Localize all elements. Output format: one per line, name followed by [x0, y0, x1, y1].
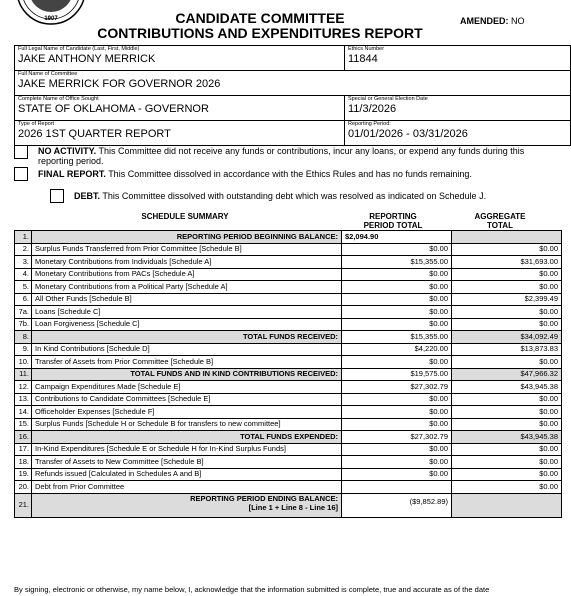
- row-label-text: Campaign Expenditures Made [Schedule E]: [35, 381, 181, 391]
- row-number: 16.: [15, 431, 32, 444]
- aggregate-total-value: $0.00: [452, 481, 562, 494]
- row-label: [32, 293, 342, 306]
- period-total-value: ($9,852.89): [342, 493, 452, 517]
- debt-checkbox[interactable]: [50, 189, 64, 203]
- office-cell: [15, 96, 345, 121]
- aggregate-total-value: $0.00: [452, 443, 562, 456]
- aggregate-total-value: $43,945.38: [452, 431, 562, 444]
- row-number: 6.: [15, 293, 32, 306]
- summary-row: [15, 368, 562, 381]
- period-total-value: $0.00: [342, 468, 452, 481]
- aggregate-total-value: $34,092.49: [452, 331, 562, 344]
- aggregate-total-value: $31,693.00: [452, 256, 562, 269]
- candidate-name-value: JAKE ANTHONY MERRICK: [18, 53, 156, 65]
- row-label: [32, 456, 342, 469]
- period-total-value: $19,575.00: [342, 368, 452, 381]
- final-report-checkbox[interactable]: [14, 167, 28, 181]
- aggregate-total-value: $43,945.38: [452, 381, 562, 394]
- aggregate-total-value: $2,399.49: [452, 293, 562, 306]
- aggregate-total-value: $0.00: [452, 281, 562, 294]
- row-label-text: TOTAL FUNDS AND IN KIND CONTRIBUTIONS RECEIVED:: [130, 369, 338, 379]
- row-label: [32, 468, 342, 481]
- summary-row: [15, 493, 562, 517]
- election-date-label: Special or General Election Date: [348, 96, 428, 102]
- aggregate-total-value: $0.00: [452, 318, 562, 331]
- row-label: [32, 268, 342, 281]
- report-title-line2: CONTRIBUTIONS AND EXPENDITURES REPORT: [97, 25, 423, 41]
- seal-year: 1907: [44, 16, 58, 22]
- period-total-value: [342, 481, 452, 494]
- row-label-text: TOTAL FUNDS EXPENDED:: [240, 431, 338, 441]
- period-total-value: $0.00: [342, 268, 452, 281]
- schedule-summary-table: [14, 230, 562, 518]
- row-label: [32, 481, 342, 494]
- reporting-period-cell: [345, 121, 571, 146]
- aggregate-total-value: $0.00: [452, 418, 562, 431]
- row-label: [32, 406, 342, 419]
- period-total-value: $0.00: [342, 393, 452, 406]
- amended-status: [460, 16, 525, 26]
- row-label: [32, 431, 342, 444]
- row-label-text: Contributions to Candidate Committees [Schedule E]: [35, 394, 211, 404]
- row-label-text: Debt from Prior Committee: [35, 481, 125, 491]
- row-number: 12.: [15, 381, 32, 394]
- row-number: 14.: [15, 406, 32, 419]
- row-label: [32, 343, 342, 356]
- no-activity-text2: reporting period.: [38, 156, 104, 166]
- summary-row: [15, 418, 562, 431]
- row-label: [32, 281, 342, 294]
- candidate-name-label: Full Legal Name of Candidate (Last, First, Middle): [18, 46, 140, 52]
- summary-row: [15, 231, 562, 244]
- row-label-text: Loan Forgiveness [Schedule C]: [35, 319, 140, 329]
- row-label-text: TOTAL FUNDS RECEIVED:: [242, 331, 338, 341]
- summary-row: [15, 356, 562, 369]
- row-label-text: In Kind Contributions [Schedule D]: [35, 344, 150, 354]
- row-label: [32, 493, 342, 517]
- no-activity-notice: [38, 146, 563, 166]
- aggregate-total-header-line2: TOTAL: [487, 221, 513, 230]
- period-total-value: $0.00: [342, 243, 452, 256]
- period-total-value: $0.00: [342, 318, 452, 331]
- report-type-value: 2026 1ST QUARTER REPORT: [18, 128, 171, 140]
- period-total-value: $0.00: [342, 281, 452, 294]
- period-total-value: $0.00: [342, 418, 452, 431]
- office-label: Complete Name of Office Sought: [18, 96, 99, 102]
- summary-row: [15, 456, 562, 469]
- row-number: 13.: [15, 393, 32, 406]
- aggregate-total-value: [452, 231, 562, 244]
- committee-name-label: Full Name of Committee: [18, 71, 78, 77]
- row-label-text: Transfer of Assets to New Committee [Schedule B]: [35, 456, 204, 466]
- final-report-bold: FINAL REPORT.: [38, 169, 106, 179]
- row-label-text: Officeholder Expenses [Schedule F]: [35, 406, 155, 416]
- summary-row: [15, 281, 562, 294]
- period-total-value: $0.00: [342, 406, 452, 419]
- row-label-text: Monetary Contributions from a Political Party [Schedule A]: [35, 281, 228, 291]
- summary-row: [15, 443, 562, 456]
- summary-row: [15, 481, 562, 494]
- aggregate-total-value: $0.00: [452, 456, 562, 469]
- aggregate-total-value: $0.00: [452, 243, 562, 256]
- final-report-text: This Committee dissolved in accordance with the Ethics Rules and has no funds remaining.: [108, 169, 472, 179]
- debt-notice: [74, 191, 569, 201]
- ethics-number-label: Ethics Number: [348, 46, 385, 52]
- period-total-value: $27,302.79: [342, 431, 452, 444]
- row-label-text: Monetary Contributions from PACs [Schedule A]: [35, 269, 195, 279]
- ethics-number-value: 11844: [348, 53, 378, 65]
- row-label: [32, 356, 342, 369]
- row-number: 2.: [15, 243, 32, 256]
- row-number: 7b.: [15, 318, 32, 331]
- report-title-line1: CANDIDATE COMMITTEE: [175, 10, 345, 26]
- row-number: 18.: [15, 456, 32, 469]
- row-label-text: Surplus Funds Transferred from Prior Committee [Schedule B]: [35, 244, 242, 254]
- period-total-value: $2,094.90: [342, 231, 452, 244]
- summary-row: [15, 343, 562, 356]
- summary-row: [15, 318, 562, 331]
- row-label: [32, 318, 342, 331]
- no-activity-text: This Committee did not receive any funds or contributions, incur any loans, or expend any funds during this: [98, 146, 525, 156]
- row-label-formula: [Line 1 + Line 8 - Line 16]: [248, 502, 338, 512]
- row-label: [32, 231, 342, 244]
- aggregate-total-value: [452, 493, 562, 517]
- election-date-value: 11/3/2026: [348, 103, 397, 115]
- row-number: 19.: [15, 468, 32, 481]
- summary-row: [15, 431, 562, 444]
- period-total-value: $0.00: [342, 293, 452, 306]
- row-number: 4.: [15, 268, 32, 281]
- period-total-value: $27,302.79: [342, 381, 452, 394]
- row-label-text: Transfer of Assets from Prior Committee [Schedule B]: [35, 356, 214, 366]
- row-number: 7a.: [15, 306, 32, 319]
- period-total-value: $0.00: [342, 356, 452, 369]
- period-total-header-line1: REPORTING: [369, 212, 417, 221]
- row-number: 1.: [15, 231, 32, 244]
- aggregate-total-value: $0.00: [452, 393, 562, 406]
- row-label-text: All Other Funds [Schedule B]: [35, 294, 132, 304]
- ethics-number-cell: [345, 46, 571, 71]
- period-total-header: [338, 212, 448, 230]
- aggregate-total-value: $0.00: [452, 356, 562, 369]
- row-label-text: REPORTING PERIOD ENDING BALANCE:: [190, 493, 338, 503]
- period-total-value: $15,355.00: [342, 331, 452, 344]
- row-label: [32, 243, 342, 256]
- row-number: 21.: [15, 493, 32, 517]
- period-total-value: $0.00: [342, 443, 452, 456]
- row-number: 20.: [15, 481, 32, 494]
- row-label: [32, 306, 342, 319]
- aggregate-total-value: $0.00: [452, 306, 562, 319]
- aggregate-total-value: $0.00: [452, 468, 562, 481]
- reporting-period-value: 01/01/2026 - 03/31/2026: [348, 128, 468, 140]
- report-type-cell: [15, 121, 345, 146]
- row-label-text: In-Kind Expenditures [Schedule E or Schedule H for In-Kind Surplus Funds]: [35, 444, 286, 454]
- summary-row: [15, 468, 562, 481]
- row-number: 17.: [15, 443, 32, 456]
- debt-text: This Committee dissolved with outstanding debt which was resolved as indicated on Schedule J.: [102, 191, 487, 201]
- aggregate-total-value: $47,966.32: [452, 368, 562, 381]
- row-number: 10.: [15, 356, 32, 369]
- report-info-table: [14, 45, 571, 146]
- no-activity-checkbox[interactable]: [14, 145, 28, 159]
- amended-label: AMENDED:: [460, 16, 509, 26]
- row-number: 15.: [15, 418, 32, 431]
- row-label-text: Loans [Schedule C]: [35, 306, 101, 316]
- summary-row: [15, 256, 562, 269]
- row-number: 3.: [15, 256, 32, 269]
- election-date-cell: [345, 96, 571, 121]
- row-number: 8.: [15, 331, 32, 344]
- summary-row: [15, 381, 562, 394]
- aggregate-total-header-line1: AGGREGATE: [474, 212, 526, 221]
- row-label: [32, 381, 342, 394]
- period-total-value: $4,220.00: [342, 343, 452, 356]
- row-label-text: REPORTING PERIOD BEGINNING BALANCE:: [176, 231, 338, 241]
- amended-value: NO: [511, 16, 525, 26]
- final-report-notice: [38, 169, 563, 179]
- summary-row: [15, 243, 562, 256]
- schedule-summary-title: SCHEDULE SUMMARY: [141, 212, 229, 221]
- summary-row: [15, 406, 562, 419]
- aggregate-total-value: $0.00: [452, 406, 562, 419]
- summary-row: [15, 268, 562, 281]
- certification-text: By signing, electronic or otherwise, my name below, I, acknowledge that the information submitted is complete, true and accurate as of the date: [14, 585, 490, 594]
- summary-row: [15, 331, 562, 344]
- row-label: [32, 331, 342, 344]
- row-label: [32, 256, 342, 269]
- row-label: [32, 393, 342, 406]
- row-label-text: Surplus Funds [Schedule H or Schedule B for transfers to new committee]: [35, 419, 281, 429]
- period-total-value: $0.00: [342, 456, 452, 469]
- row-label-text: Monetary Contributions from Individuals [Schedule A]: [35, 256, 212, 266]
- report-type-label: Type of Report: [18, 121, 55, 127]
- reporting-period-label: Reporting Period:: [348, 121, 391, 127]
- row-label: [32, 368, 342, 381]
- committee-name-value: JAKE MERRICK FOR GOVERNOR 2026: [18, 78, 221, 90]
- summary-row: [15, 306, 562, 319]
- no-activity-bold: NO ACTIVITY.: [38, 146, 97, 156]
- period-total-value: $0.00: [342, 306, 452, 319]
- aggregate-total-value: $0.00: [452, 268, 562, 281]
- period-total-header-line2: PERIOD TOTAL: [363, 221, 423, 230]
- office-value: STATE OF OKLAHOMA - GOVERNOR: [18, 103, 209, 115]
- aggregate-total-header: [450, 212, 550, 230]
- summary-row: [15, 293, 562, 306]
- debt-bold: DEBT.: [74, 191, 101, 201]
- candidate-name-cell: [15, 46, 345, 71]
- row-number: 5.: [15, 281, 32, 294]
- row-number: 11.: [15, 368, 32, 381]
- row-label-text: Refunds issued [Calculated in Schedules A and B]: [35, 469, 202, 479]
- committee-name-cell: [15, 71, 571, 96]
- row-number: 9.: [15, 343, 32, 356]
- aggregate-total-value: $13,873.83: [452, 343, 562, 356]
- period-total-value: $15,355.00: [342, 256, 452, 269]
- row-label: [32, 418, 342, 431]
- row-label: [32, 443, 342, 456]
- summary-row: [15, 393, 562, 406]
